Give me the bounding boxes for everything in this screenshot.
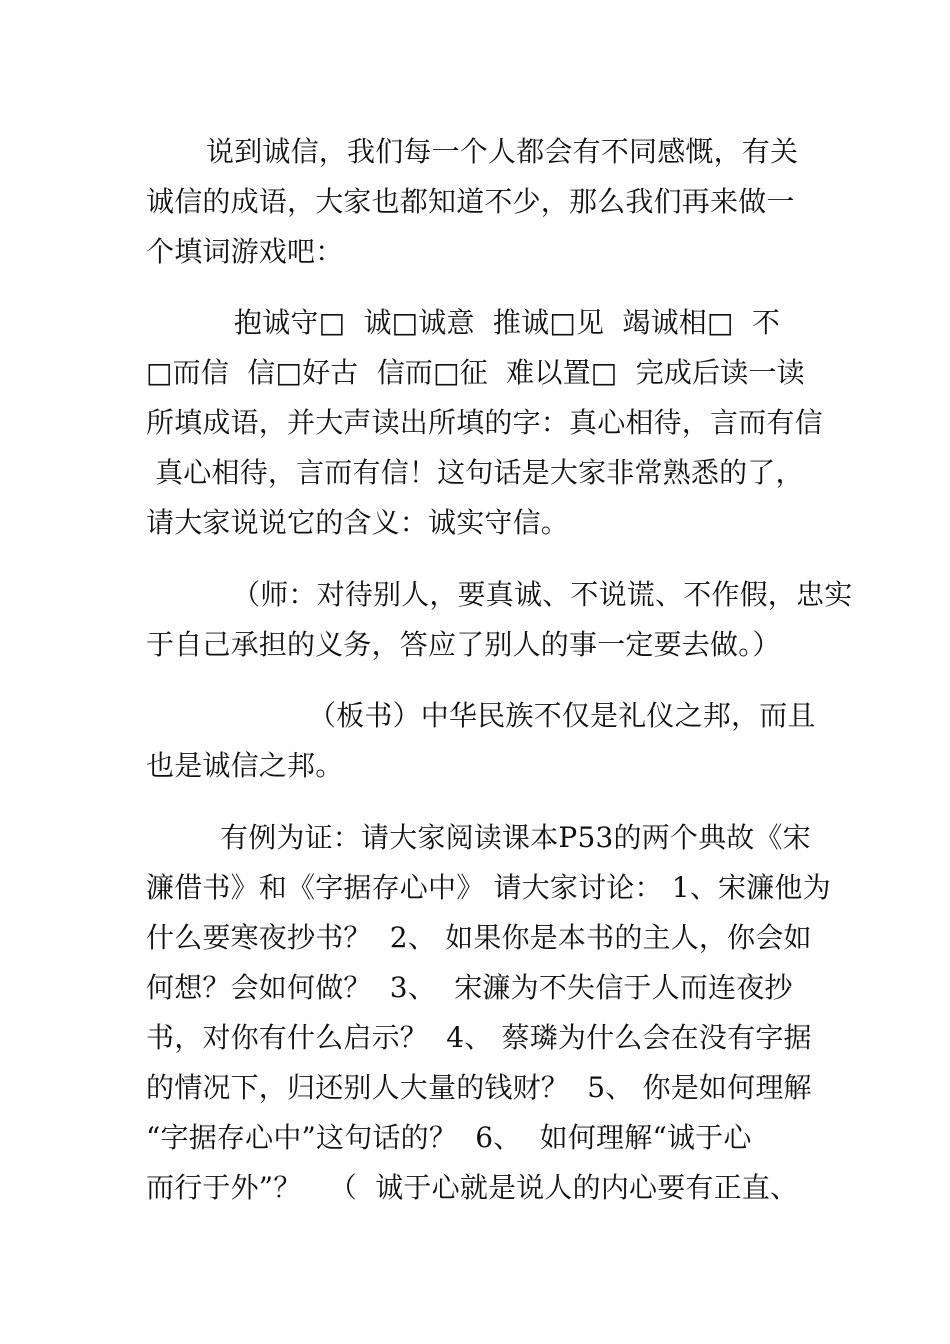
example-line-4: 何想？会如何做？ 3、 宋濂为不失信于人而连夜抄: [146, 971, 793, 1004]
example-line-1: 有例为证：请大家阅读课本P53的两个典故《宋: [220, 821, 811, 854]
intro-line-3: 个填词游戏吧：: [146, 235, 344, 268]
example-line-7: “字据存心中”这句话的？ 6、 如何理解“诚于心: [146, 1121, 752, 1154]
example-line-2: 濂借书》和《字据存心中》 请大家讨论： 1、宋濂他为: [146, 871, 831, 904]
board-line-2: 也是诚信之邦。: [146, 749, 344, 782]
game-line-2: □而信 信□好古 信而□征 难以置□ 完成后读一读: [146, 356, 805, 389]
intro-line-1: 说到诚信，我们每一个人都会有不同感慨，有关: [206, 135, 799, 168]
game-line-1: 抱诚守□ 诚□诚意 推诚□见 竭诚相□ 不: [234, 306, 781, 339]
example-line-5: 书，对你有什么启示？ 4、 蔡璘为什么会在没有字据: [146, 1021, 812, 1054]
example-line-8: 而行于外”？ （ 诚于心就是说人的内心要有正直、: [146, 1171, 799, 1204]
game-line-4: 真心相待，言而有信！这句话是大家非常熟悉的了，: [146, 456, 804, 489]
teacher-line-1: （师：对待别人，要真诚、不说谎、不作假，忠实: [232, 578, 853, 611]
example-line-6: 的情况下，归还别人大量的钱财？ 5、 你是如何理解: [146, 1071, 812, 1104]
intro-line-2: 诚信的成语，大家也都知道不少，那么我们再来做一: [146, 185, 795, 218]
board-line-1: （板书）中华民族不仅是礼仪之邦，而且: [308, 699, 816, 732]
game-line-3: 所填成语，并大声读出所填的字：真心相待，言而有信: [146, 406, 823, 439]
example-line-3: 什么要寒夜抄书？ 2、 如果你是本书的主人，你会如: [146, 921, 812, 954]
game-line-5: 请大家说说它的含义：诚实守信。: [146, 506, 570, 539]
teacher-line-2: 于自己承担的义务，答应了别人的事一定要去做。）: [146, 628, 781, 661]
